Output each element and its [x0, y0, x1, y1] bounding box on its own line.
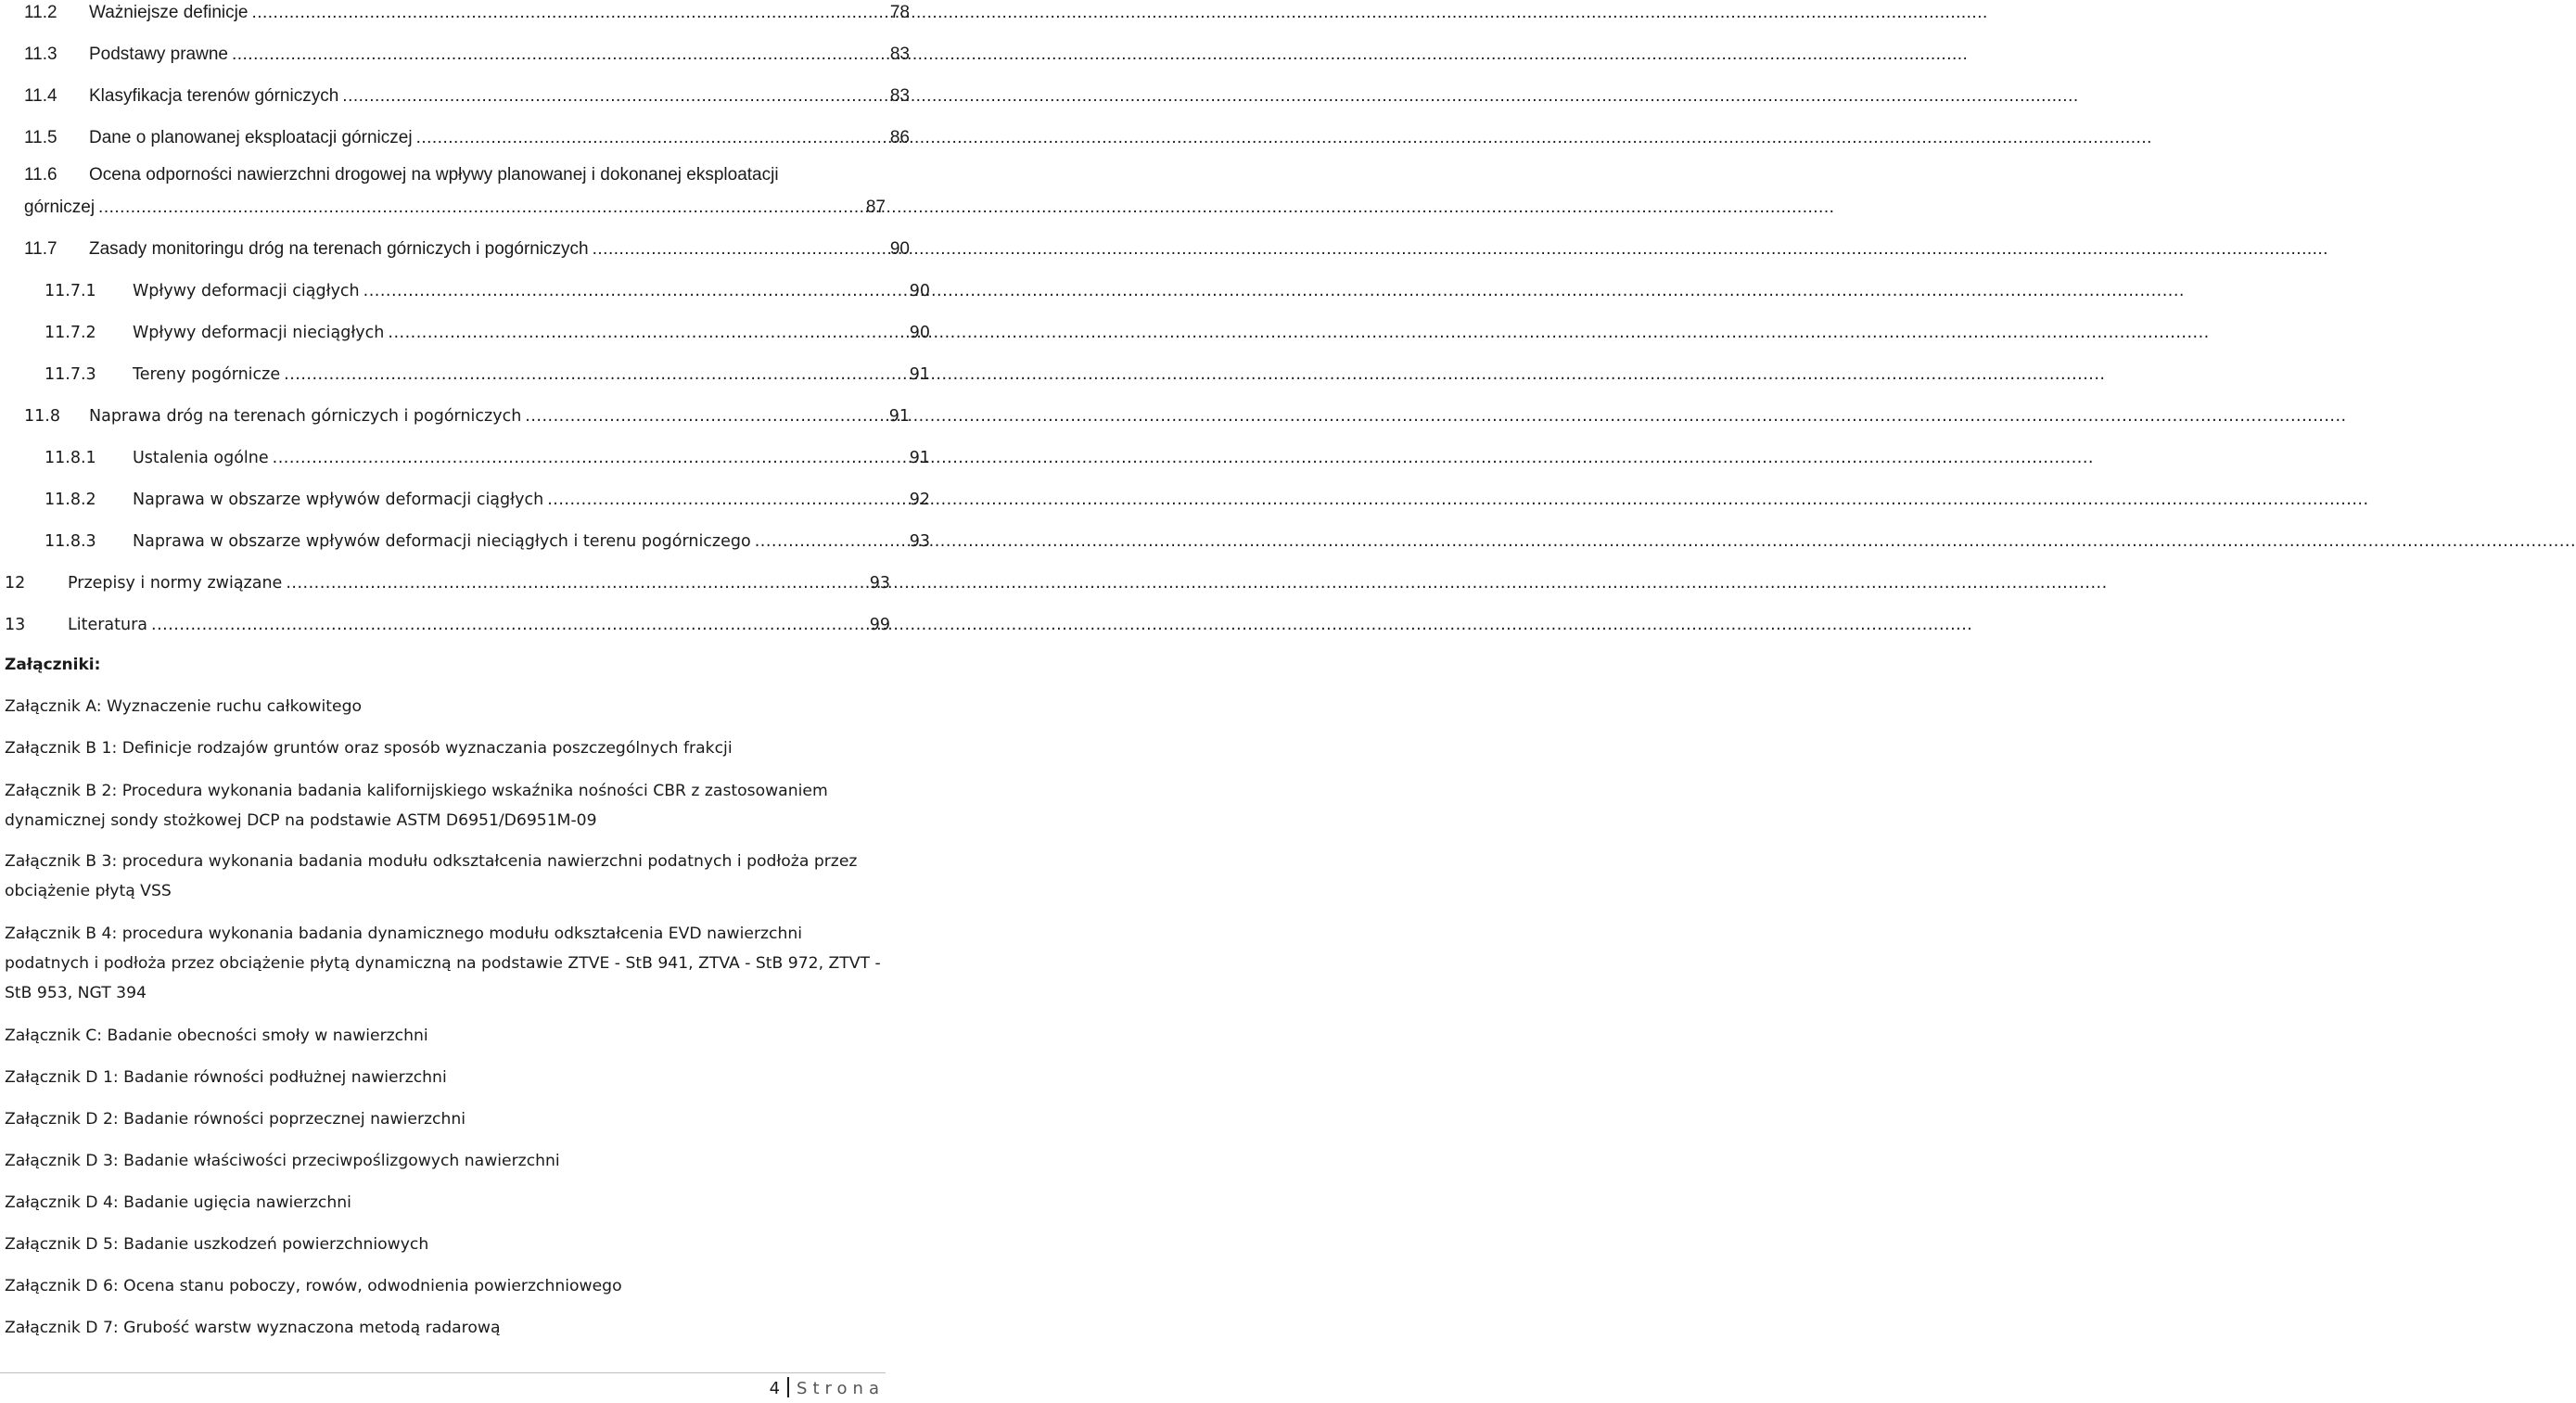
toc-entry-title: Zasady monitoringu dróg na terenach górniczych i pogórniczych [89, 239, 589, 259]
toc-entry-number: 11.7.2 [45, 324, 96, 342]
toc-entry[interactable] [0, 38, 910, 66]
toc-leader-dots [151, 614, 867, 636]
toc-entry-page: 93 [909, 532, 930, 551]
attachment-item: Załącznik D 2: Badanie równości poprzecznej nawierzchni [5, 1110, 466, 1129]
toc-entry[interactable] [0, 525, 930, 553]
attachment-item: Załącznik D 4: Badanie ugięcia nawierzchni [5, 1193, 351, 1212]
toc-entry-title: Naprawa dróg na terenach górniczych i pogórniczych [89, 407, 522, 426]
page-footer [770, 1377, 885, 1400]
toc-entry-title: Tereny pogórnicze [133, 365, 281, 384]
toc-entry-title: Naprawa w obszarze wpływów deformacji nieciągłych i terenu pogórniczego [133, 532, 751, 551]
toc-entry-page: 78 [889, 3, 910, 22]
page-number: 4 [769, 1379, 781, 1398]
toc-leader-dots [525, 405, 886, 427]
toc-leader-dots [286, 572, 866, 594]
toc-entry[interactable] [0, 441, 930, 469]
toc-entry-page: 83 [889, 45, 910, 64]
toc-entry-page: 93 [869, 574, 890, 593]
attachment-item: Załącznik B 1: Definicje rodzajów gruntów oraz sposób wyznaczania poszczególnych frakcji [5, 739, 733, 758]
toc-entry-number: 11.8.3 [45, 532, 96, 551]
toc-entry-number: 11.8.2 [45, 491, 96, 509]
toc-entry-title-continuation: górniczej [24, 198, 96, 217]
toc-leader-dots [755, 530, 907, 553]
toc-entry-number: 12 [5, 574, 26, 593]
toc-leader-dots [284, 364, 907, 386]
toc-entry-page: 86 [889, 128, 910, 147]
toc-leader-dots [593, 238, 887, 261]
attachments-heading: Załączniki: [5, 656, 101, 674]
toc-entry-first-line[interactable] [24, 164, 779, 186]
toc-entry-title: Przepisy i normy związane [68, 574, 283, 593]
toc-leader-dots [342, 85, 887, 108]
toc-leader-dots [98, 197, 863, 219]
toc-entry[interactable] [0, 121, 910, 149]
attachment-item: Załącznik D 6: Ocena stanu poboczy, rowów, odwodnienia powierzchniowego [5, 1277, 622, 1295]
toc-entry[interactable] [0, 316, 930, 344]
toc-entry[interactable] [0, 0, 910, 24]
toc-leader-dots [388, 322, 906, 344]
attachment-item: Załącznik B 4: procedura wykonania badania dynamicznego modułu odkształcenia EVD nawierzchni podatnych i podłoża przez obciążenie płytą dynamiczną na podstawie ZTVE - StB 941, ZTVA - StB 972, ZTVT - StB 953, NGT 394 [5, 925, 881, 1002]
toc-entry-title: Klasyfikacja terenów górniczych [89, 86, 339, 106]
toc-entry-page: 99 [869, 616, 890, 634]
toc-entry-number: 11.8.1 [45, 449, 96, 467]
toc-entry-number: 11.7.1 [45, 282, 96, 300]
toc-entry-title: Literatura [68, 616, 148, 634]
toc-entry-page: 87 [865, 198, 886, 217]
toc-entry-number: 11.2 [24, 3, 57, 22]
toc-leader-dots [232, 44, 887, 66]
toc-entry-number: 11.8 [24, 407, 60, 426]
toc-entry-title: Dane o planowanej eksploatacji górniczej [89, 128, 413, 147]
toc-entry-continuation[interactable] [24, 191, 886, 219]
toc-leader-dots [363, 280, 907, 302]
attachment-item: Załącznik D 7: Grubość warstw wyznaczona metodą radarową [5, 1319, 501, 1337]
toc-entry-number: 11.7 [24, 239, 57, 259]
toc-entry[interactable] [0, 358, 930, 386]
toc-entry-page: 90 [909, 324, 930, 342]
toc-entry[interactable] [0, 400, 910, 427]
toc-entry-number: 11.7.3 [45, 365, 96, 384]
toc-entry-number: 11.6 [24, 165, 57, 185]
toc-entry-title: Podstawy prawne [89, 45, 228, 64]
document-page [0, 0, 930, 1403]
attachment-item: Załącznik A: Wyznaczenie ruchu całkowitego [5, 697, 363, 716]
toc-entry[interactable] [0, 608, 890, 636]
toc-leader-dots [273, 447, 907, 469]
toc-entry[interactable] [0, 483, 930, 511]
toc-entry[interactable] [0, 567, 890, 594]
toc-entry-page: 83 [889, 86, 910, 106]
attachment-item: Załącznik D 1: Badanie równości podłużnej nawierzchni [5, 1068, 447, 1087]
toc-entry-title: Ustalenia ogólne [133, 449, 269, 467]
toc-entry-page: 91 [888, 407, 910, 426]
toc-entry[interactable] [0, 233, 910, 261]
toc-entry-title: Wpływy deformacji ciągłych [133, 282, 360, 300]
toc-leader-dots [547, 489, 907, 511]
toc-entry-title: Ocena odporności nawierzchni drogowej na wpływy planowanej i dokonanej eksploatacji [89, 165, 779, 185]
toc-entry-number: 11.5 [24, 128, 57, 147]
toc-entry-title: Ważniejsze definicje [89, 3, 249, 22]
toc-entry-page: 91 [909, 365, 930, 384]
toc-entry-page: 92 [909, 491, 930, 509]
toc-entry[interactable] [0, 274, 930, 302]
toc-leader-dots [416, 127, 887, 149]
page-label: Strona [797, 1379, 885, 1398]
toc-entry-page: 91 [909, 449, 930, 467]
toc-entry-page: 90 [889, 239, 910, 259]
footer-separator [787, 1377, 789, 1397]
toc-entry-number: 11.3 [24, 45, 57, 64]
toc-entry-number: 13 [5, 616, 26, 634]
attachment-item: Załącznik B 3: procedura wykonania badania modułu odkształcenia nawierzchni podatnych i podłoża przez obciążenie płytą VSS [5, 852, 858, 900]
toc-entry-title: Wpływy deformacji nieciągłych [133, 324, 385, 342]
attachment-item: Załącznik D 3: Badanie właściwości przeciwpoślizgowych nawierzchni [5, 1152, 560, 1170]
toc-entry-number: 11.4 [24, 86, 57, 106]
footer-divider [0, 1372, 886, 1373]
toc-leader-dots [251, 2, 886, 24]
toc-entry[interactable] [0, 80, 910, 108]
attachment-item: Załącznik B 2: Procedura wykonania badania kalifornijskiego wskaźnika nośności CBR z zastosowaniem dynamicznej sondy stożkowej DCP na podstawie ASTM D6951/D6951M-09 [5, 782, 828, 830]
toc-entry-page: 90 [909, 282, 930, 300]
attachment-item: Załącznik D 5: Badanie uszkodzeń powierzchniowych [5, 1235, 429, 1254]
toc-entry-title: Naprawa w obszarze wpływów deformacji ciągłych [133, 491, 544, 509]
attachment-item: Załącznik C: Badanie obecności smoły w nawierzchni [5, 1027, 428, 1045]
